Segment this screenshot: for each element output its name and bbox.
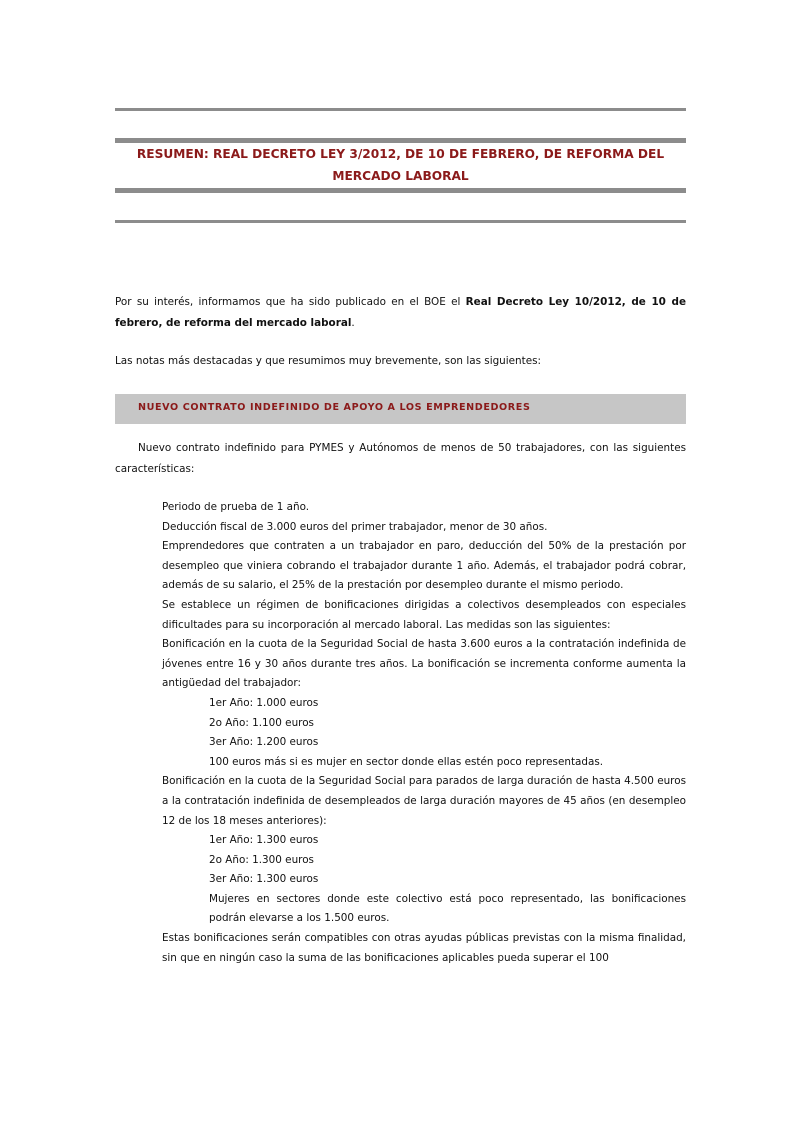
title-line-1: RESUMEN: REAL DECRETO LEY 3/2012, DE 10 DE FEBRERO, DE REFORMA DEL xyxy=(136,147,665,161)
list-item: Se establece un régimen de bonificaciones dirigidas a colectivos desempleados con especiales dificultades para su incorporación al mercado laboral. Las medidas son las siguientes: xyxy=(162,598,686,631)
list-item: Emprendedores que contraten a un trabajador en paro, deducción del 50% de la prestación por desempleo que viniera cobrando el trabajador durante 1 año. Además, el trabajador podrá cobrar, además de su salario, el 25% de la prestación por desempleo durante el mismo periodo. xyxy=(162,540,686,592)
list-item: Bonificación en la cuota de la Seguridad Social de hasta 3.600 euros a la contratación indefinida de jóvenes entre 16 y 30 años durante tres años. La bonificación se incrementa conforme aumenta la antigüedad del trabajador: xyxy=(162,638,686,690)
section-paragraph: Nuevo contrato indefinido para PYMES y Autónomos de menos de 50 trabajadores, con las siguientes características: xyxy=(115,442,686,475)
intro-law-name: Real Decreto Ley 10/2012, de 10 de febrero, de reforma del mercado laboral xyxy=(115,296,686,329)
intro-end: . xyxy=(351,317,355,329)
title-line-2: MERCADO LABORAL xyxy=(332,169,469,183)
title-rule-bottom xyxy=(115,188,686,193)
intro-text: Por su interés, informamos que ha sido publicado en el BOE el xyxy=(115,296,466,308)
sub-list-item: 1er Año: 1.000 euros xyxy=(209,696,319,709)
sub-list-item: 100 euros más si es mujer en sector donde ellas estén poco representadas. xyxy=(209,755,604,768)
document-title xyxy=(115,143,686,187)
list-item: Periodo de prueba de 1 año. xyxy=(162,501,310,513)
section-heading: NUEVO CONTRATO INDEFINIDO DE APOYO A LOS EMPRENDEDORES xyxy=(138,402,531,413)
bottom-rule xyxy=(115,220,686,223)
notas-paragraph: Las notas más destacadas y que resumimos muy brevemente, son las siguientes: xyxy=(115,355,542,367)
intro-paragraph xyxy=(115,292,686,334)
sub-list-item: 3er Año: 1.300 euros xyxy=(209,873,319,886)
section-banner xyxy=(115,394,686,424)
list-item: Estas bonificaciones serán compatibles con otras ayudas públicas previstas con la misma finalidad, sin que en ningún caso la suma de las bonificaciones aplicables pueda superar el 100 xyxy=(162,932,686,964)
characteristics-list xyxy=(162,498,686,968)
sub-list-item: 3er Año: 1.200 euros xyxy=(209,736,319,749)
sub-list-item: 1er Año: 1.300 euros xyxy=(209,834,319,847)
sub-list-item: 2o Año: 1.300 euros xyxy=(209,853,314,866)
list-item: Deducción fiscal de 3.000 euros del primer trabajador, menor de 30 años. xyxy=(162,520,548,533)
sub-list-item: 2o Año: 1.100 euros xyxy=(209,716,314,729)
sub-list-item: Mujeres en sectores donde este colectivo está poco representado, las bonificaciones podrán elevarse a los 1.500 euros. xyxy=(209,892,686,925)
top-rule xyxy=(115,108,686,111)
list-item: Bonificación en la cuota de la Seguridad Social para parados de larga duración de hasta 4.500 euros a la contratación indefinida de desempleados de larga duración mayores de 45 años (en desempleo 12 de los 18 meses anteriores): xyxy=(162,775,686,827)
